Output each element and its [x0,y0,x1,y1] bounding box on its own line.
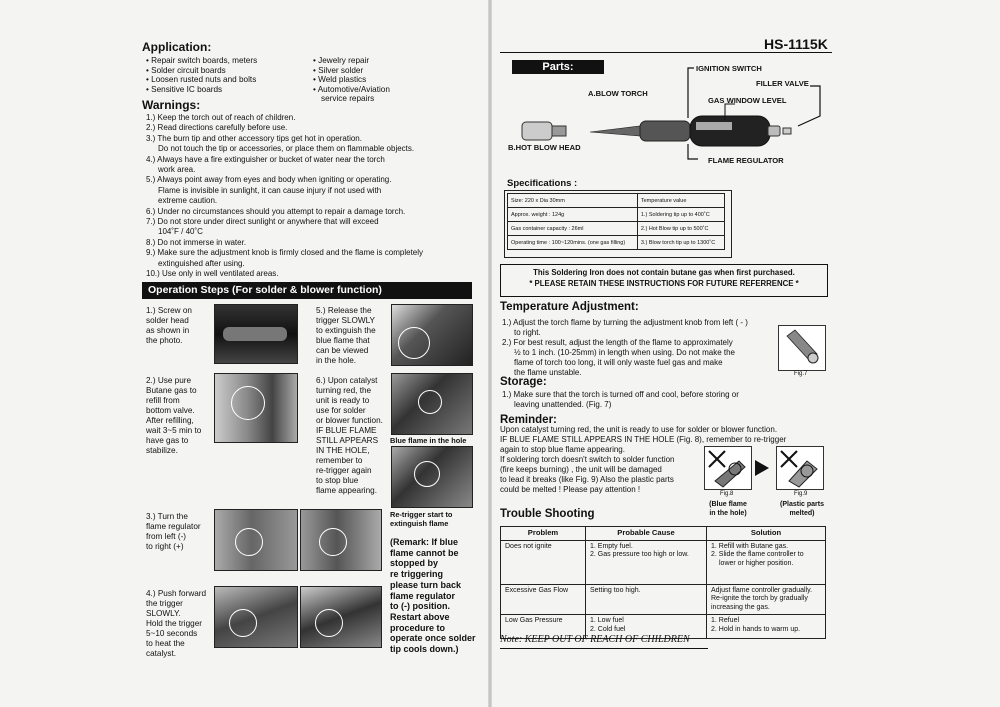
model-number: HS-1115K [764,36,828,52]
blue-flame-caption: Blue flame in the hole [390,436,467,445]
notice-box [500,264,828,297]
retrigger-photo [391,446,473,508]
table-row [501,584,826,615]
table-row: Size: 220 x Dia 30mm Temperature value [508,194,725,208]
warnings-heading: Warnings: [142,98,201,112]
step-2-photo [214,373,298,443]
operation-steps-title: Operation Steps (For solder & blower function) [142,282,472,299]
list-item: 8.) Do not immerse in water. [146,237,247,247]
table-row: Approx. weight : 124g 1.) Soldering tip up to 400˚C [508,208,725,222]
list-item: • Silver solder [313,65,364,75]
list-item: 6.) Under no circumstances should you attempt to repair a damage torch. [146,206,406,216]
list-item: Flame is invisible in sunlight, it can cause injury if not used with [158,185,382,195]
column-header: Solution [707,527,826,541]
fig-8-label: Fig.8 [720,491,734,497]
list-item: 10.) Use only in well ventilated areas. [146,269,279,279]
list-item: Do not touch the tip or accessories, or place them on flammable objects. [158,144,415,154]
step-5-text: 5.) Release the trigger SLOWLY to extinguish the blue flame that can be viewed in the hole. [316,306,376,365]
ignition-switch-label: IGNITION SWITCH [696,64,762,73]
table-cell: 1. Refill with Butane gas. 2. Slide the flame controller to lower or higher position. [707,540,826,584]
footer-note-underline [500,648,708,649]
temperature-text: 1.) Adjust the torch flame by turning the adjustment knob from left ( - ) to right. 2.) For best result, adjust the length of the flame to approximately ½ to 1 inch. (10-25mm) in length when using. Do not make the flame of torch too long, it will only waste fuel gas and make the flame unstable. [502,318,748,377]
trouble-shooting-heading: Trouble Shooting [500,508,595,520]
list-item: 4.) Always have a fire extinguisher or bucket of water near the torch [146,154,385,164]
temperature-heading: Temperature Adjustment: [500,301,639,313]
specifications-box [504,190,732,258]
specifications-heading: Specifications : [507,178,578,189]
reminder-text: Upon catalyst turning red, the unit is ready to use for solder or blower function. IF BLUE FLAME STILL APPEARS IN THE HOLE (Fig. 8), remember to re-trigger again to stop blue flame appearing. If soldering torch doesn't switch to solder function (fire keeps burning) , the unit will be damaged to lead it breaks (like Fig. 9) Also the plastic parts could be melted ! Please pay attention ! [500,425,787,494]
table-row [501,540,826,584]
fig-7-image [778,325,826,371]
list-item: 104˚F / 40˚C [158,227,203,237]
table-cell: Adjust flame controller gradually. Re-ignite the torch by gradually increasing the gas. [707,584,826,615]
step-3-text: 3.) Turn the flame regulator from left (-) to right (+) [146,512,201,551]
trouble-shooting-table [500,526,826,639]
fig-9-label: Fig.9 [794,491,808,497]
model-underline [500,52,832,53]
remark-text: (Remark: If blue flame cannot be stopped by re triggering please turn back flame regulator to (-) position. Restart above procedure to operate once solder tip cools down.) [390,537,476,655]
fig-9-image [776,446,824,490]
hot-blow-head-label: B.HOT BLOW HEAD [508,143,581,152]
table-cell: Setting too high. [586,584,707,615]
list-item: • Automotive/Aviation [313,84,390,94]
step-4-text: 4.) Push forward the trigger SLOWLY. Hold the trigger 5~10 seconds to heat the catalyst. [146,589,207,658]
step-4-photo-a [214,586,298,648]
table-header-row [501,527,826,541]
application-heading: Application: [142,40,212,54]
table-cell: Excessive Gas Flow [501,584,586,615]
table-cell: Low Gas Pressure [501,615,586,639]
filler-valve-label: FILLER VALVE [756,79,809,88]
flame-regulator-label: FLAME REGULATOR [708,156,784,165]
list-item: 2.) Read directions carefully before use. [146,123,288,133]
notice-line-1: This Soldering Iron does not contain butane gas when first purchased. [533,268,795,277]
page-fold [488,0,492,707]
gas-window-label: GAS WINDOW LEVEL [708,96,787,105]
step-3-photo-b [300,509,382,571]
list-item: • Repair switch boards, meters [146,56,258,65]
retrigger-caption: Re-trigger start to extinguish flame [390,510,453,528]
parts-title: Parts: [512,60,604,74]
table-row: Gas container capacity : 26ml 2.) Hot Blow tip up to 500˚C [508,222,725,236]
warnings-list [146,113,476,280]
step-5-photo [391,304,473,366]
step-3-photo-a [214,509,298,571]
list-item: • Loosen rusted nuts and bolts [146,75,257,85]
fig-9-caption: (Plastic parts melted) [780,501,824,517]
list-item: • Jewelry repair [313,56,370,65]
list-item: service repairs [321,94,375,104]
list-item: 9.) Make sure the adjustment knob is firmly closed and the flame is completely [146,248,424,258]
list-item: • Weld plastics [313,75,367,85]
fig-8-image [704,446,752,490]
list-item: 5.) Always point away from eyes and body when igniting or operating. [146,175,392,185]
reminder-heading: Reminder: [500,414,557,426]
step-6-text: 6.) Upon catalyst turning red, the unit is ready to use for solder or blower function. IF BLUE FLAME STILL APPEARS IN THE HOLE, remember to re-trigger again to stop blue flame appearing. [316,376,383,495]
table-row: Operating time : 100~120mins. (one gas filling) 3.) Blow torch tip up to 1300˚C [508,236,725,250]
application-list-1 [146,56,257,94]
table-cell: Does not ignite [501,540,586,584]
notice-line-2: * PLEASE RETAIN THESE INSTRUCTIONS FOR FUTURE REFERRENCE * [529,278,799,288]
step-1-text: 1.) Screw on solder head as shown in the photo. [146,306,192,345]
table-cell: 1. Refuel 2. Hold in hands to warm up. [707,615,826,639]
step-6-photo [391,373,473,435]
step-1-photo [214,304,298,364]
footer-note: Note: KEEP OUT OF REACH OF CHILDREN [500,634,690,645]
storage-text: 1.) Make sure that the torch is turned off and cool, before storing or leaving unattended. (Fig. 7) [502,390,739,409]
list-item: extinguished after using. [158,258,245,268]
blow-torch-label: A.BLOW TORCH [588,89,648,98]
specifications-table [507,193,725,250]
list-item: extreme caution. [158,196,218,206]
fig-8-caption: (Blue flame in the hole) [709,501,747,517]
list-item: work area. [158,165,196,175]
table-cell: 1. Empty fuel. 2. Gas pressure too high or low. [586,540,707,584]
application-list-2 [313,56,390,104]
list-item: • Sensitive IC boards [146,84,223,94]
arrow-icon [755,460,769,476]
step-2-text: 2.) Use pure Butane gas to refill from bottom valve. After refilling, wait 3~5 min to have gas to stabilize. [146,376,202,455]
list-item: • Solder circuit boards [146,65,226,75]
storage-heading: Storage: [500,376,547,388]
list-item: 1.) Keep the torch out of reach of children. [146,113,296,122]
step-4-photo-b [300,586,382,648]
fig-7-label: Fig.7 [794,371,808,377]
column-header: Problem [501,527,586,541]
table-cell: 1. Low fuel 2. Cold fuel [586,615,707,639]
column-header: Probable Cause [586,527,707,541]
list-item: 3.) The burn tip and other accessory tips get hot in operation. [146,133,362,143]
list-item: 7.) Do not store under direct sunlight or anywhere that will exceed [146,217,379,227]
